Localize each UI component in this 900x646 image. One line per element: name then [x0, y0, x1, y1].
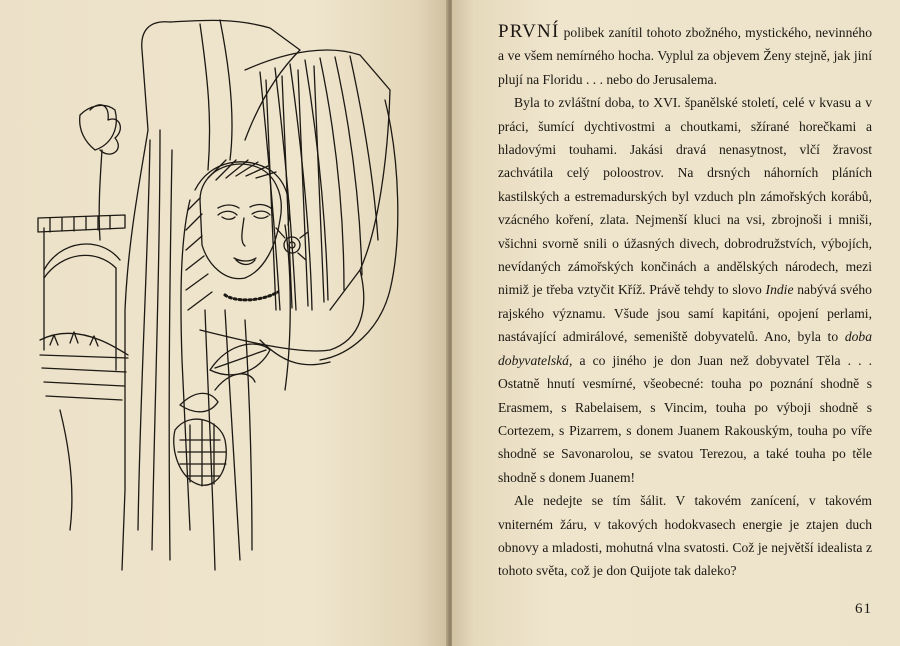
paragraph	[498, 20, 872, 91]
italic-phrase: doba dobyvatelská	[498, 329, 872, 368]
text-run: Ale nedejte se tím šálit. V takovém zanícení, v takovém vniterném žáru, v takových hodokvasech energie je ztajen duch obnovy a mladosti, mohutná vlna svatosti. Což je největší idealista z tohoto světa, což je don Quijote tak daleko?	[498, 493, 872, 579]
page-number: 61	[855, 601, 872, 617]
body-text	[498, 20, 872, 583]
paragraph	[498, 91, 872, 489]
right-page	[452, 0, 900, 646]
italic-phrase: Indie	[765, 282, 794, 298]
paragraph	[498, 489, 872, 583]
left-page	[0, 0, 448, 646]
pen-drawing-woman-icon	[30, 10, 420, 600]
text-run: , a co jiného je don Juan než dobyvatel Těla . . . Ostatně hnutí vesmírné, všeobecné: touha po poznání shodně s Erasmem, s Rabelaisem, s Vincim, touha po výboji shodně s Cortezem, s Pizarrem, s donem Juanem Rakouským, touha po víře shodně se Savonarolou, se svatou Terezou, a také touha po těle shodně s donem Juanem!	[498, 352, 872, 485]
text-run: nabývá svého rajského významu. Všude jsou samí kapitáni, opojení perlami, nastávající admirálové, semeniště dobyvatelů. Ano, byla to	[498, 282, 872, 345]
text-run: polibek zanítil tohoto zbožného, mystického, nevinného a ve všem nemírného hocha. Vyplul za objevem Ženy stejně, jak jiní plují na Floridu . . . nebo do Jerusalema.	[498, 25, 872, 87]
text-run: Byla to zvláštní doba, to XVI. španělské století, celé v kvasu a v práci, šumící dychtivostmi a choutkami, sžírané horečkami a hladovými touhami. Jakási dravá nenasytnost, vlčí žravost zachvátila celý poloostrov. Na drsných náhorních pláních kastilských a estremadurských byl vzduch pln zámořských korábů, vzácného koření, zlata. Nejmenší kluci na vsi, zbrojnoši i mniši, všichni svorně snili o úžasných divech, dobrodružstvích, výbojích, nevídaných zámořských končinách a andělských národech, mezi nimiž je třeba vztyčit Kříž. Právě tehdy to slovo	[498, 95, 872, 298]
chapter-opener-word: PRVNÍ	[498, 21, 560, 42]
